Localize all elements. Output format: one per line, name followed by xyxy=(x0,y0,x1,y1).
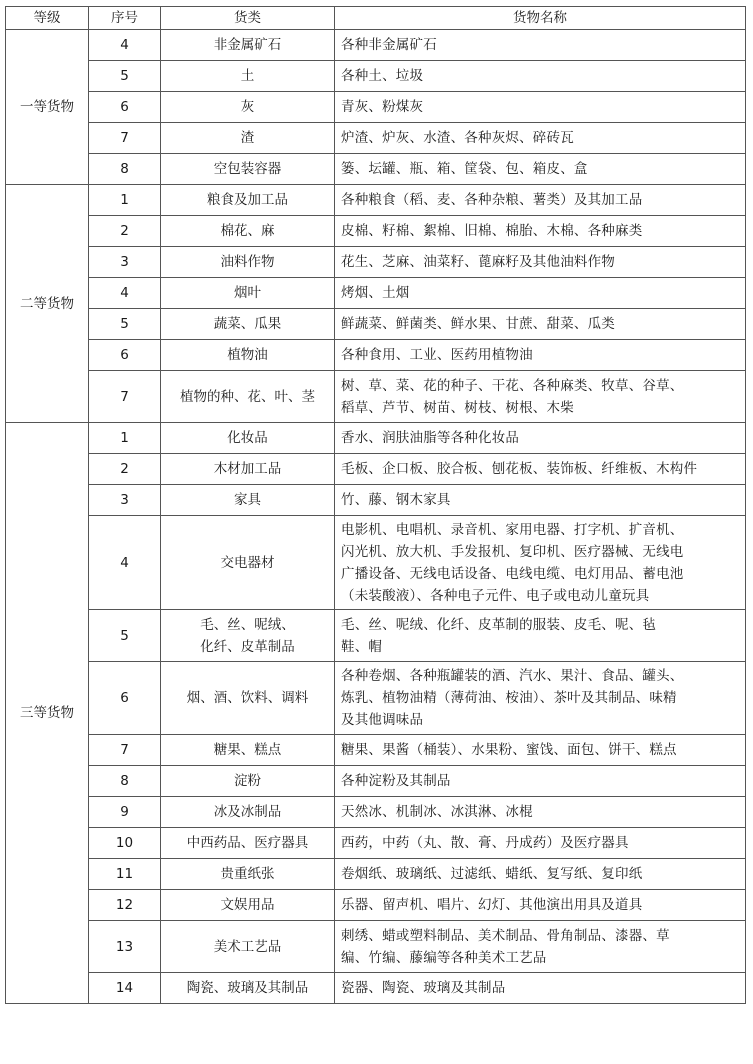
goods-name-line: 电影机、电唱机、录音机、家用电器、打字机、扩音机、 xyxy=(341,521,684,538)
category-line: 木材加工品 xyxy=(213,461,282,477)
goods-name-line: 鞋、帽 xyxy=(341,638,383,655)
goods-name-cell xyxy=(335,921,746,973)
category-cell xyxy=(161,859,335,890)
seq-cell: 11 xyxy=(89,859,161,890)
seq-cell: 6 xyxy=(89,92,161,123)
goods-name-cell xyxy=(335,735,746,766)
goods-name-line: 及其他调味品 xyxy=(341,712,424,728)
goods-name-line: 青灰、粉煤灰 xyxy=(341,99,424,115)
category-line: 空包装容器 xyxy=(213,161,282,177)
table-row xyxy=(6,797,746,828)
table-row xyxy=(6,309,746,340)
grade-cell: 二等货物 xyxy=(6,185,89,423)
table-row xyxy=(6,423,746,454)
goods-name-cell xyxy=(335,485,746,516)
category-cell xyxy=(161,516,335,610)
category-cell xyxy=(161,921,335,973)
header-seq: 序号 xyxy=(89,7,161,30)
category-line: 美术工艺品 xyxy=(213,938,282,955)
goods-name-line: 瓷器、陶瓷、玻璃及其制品 xyxy=(341,980,506,996)
seq-cell: 3 xyxy=(89,247,161,278)
goods-name-cell xyxy=(335,123,746,154)
category-line: 贵重纸张 xyxy=(220,866,275,882)
category-cell xyxy=(161,185,335,216)
category-cell xyxy=(161,735,335,766)
header-category: 货类 xyxy=(161,7,335,30)
category-cell xyxy=(161,610,335,662)
category-cell xyxy=(161,454,335,485)
table-row xyxy=(6,216,746,247)
grade-cell: 一等货物 xyxy=(6,30,89,185)
table-row xyxy=(6,61,746,92)
table-row xyxy=(6,485,746,516)
category-line: 文娱用品 xyxy=(220,897,275,913)
table-row xyxy=(6,766,746,797)
goods-name-line: 烤烟、土烟 xyxy=(341,285,410,301)
category-line: 家具 xyxy=(234,492,261,508)
table-row xyxy=(6,735,746,766)
seq-cell: 14 xyxy=(89,973,161,1004)
seq-cell: 7 xyxy=(89,735,161,766)
goods-name-cell xyxy=(335,454,746,485)
goods-name-cell xyxy=(335,340,746,371)
category-line: 烟叶 xyxy=(234,285,261,301)
category-cell xyxy=(161,828,335,859)
table-row xyxy=(6,278,746,309)
category-cell xyxy=(161,30,335,61)
goods-name-cell xyxy=(335,154,746,185)
table-row xyxy=(6,247,746,278)
table-row xyxy=(6,123,746,154)
goods-name-line: 鲜蔬菜、鲜菌类、鲜水果、甘蔗、甜菜、瓜类 xyxy=(341,316,615,332)
seq-cell: 4 xyxy=(89,30,161,61)
goods-name-line: 花生、芝麻、油菜籽、蓖麻籽及其他油料作物 xyxy=(341,254,615,270)
goods-name-line: 皮棉、籽棉、絮棉、旧棉、棉胎、木棉、各种麻类 xyxy=(341,223,643,239)
goods-name-line: 各种非金属矿石 xyxy=(341,37,437,53)
goods-name-cell xyxy=(335,828,746,859)
category-line: 渣 xyxy=(240,130,255,146)
goods-name-cell xyxy=(335,610,746,662)
seq-cell: 8 xyxy=(89,766,161,797)
goods-name-cell xyxy=(335,797,746,828)
goods-name-line: 糖果、果酱（桶装）、水果粉、蜜饯、面包、饼干、糕点 xyxy=(341,742,677,758)
category-line: 中西药品、医疗器具 xyxy=(186,835,309,851)
goods-name-line: 篓、坛罐、瓶、箱、筐袋、包、箱皮、盒 xyxy=(341,161,588,177)
seq-cell: 3 xyxy=(89,485,161,516)
category-cell xyxy=(161,766,335,797)
category-cell xyxy=(161,662,335,735)
goods-name-line: 各种食用、工业、医药用植物油 xyxy=(341,347,533,363)
goods-name-cell xyxy=(335,216,746,247)
category-cell xyxy=(161,61,335,92)
goods-name-cell xyxy=(335,185,746,216)
table-row xyxy=(6,516,746,610)
goods-name-line: 毛板、企口板、胶合板、刨花板、装饰板、纤维板、木构件 xyxy=(341,461,698,477)
category-line: 化妆品 xyxy=(227,430,268,446)
goods-name-cell xyxy=(335,278,746,309)
seq-cell: 5 xyxy=(89,610,161,662)
table-row xyxy=(6,30,746,61)
category-cell xyxy=(161,247,335,278)
header-goods-name: 货物名称 xyxy=(335,7,746,30)
goods-name-line: 各种土、垃圾 xyxy=(341,68,424,84)
grade-cell: 三等货物 xyxy=(6,423,89,1004)
goods-name-cell xyxy=(335,30,746,61)
table-row xyxy=(6,154,746,185)
goods-name-cell xyxy=(335,309,746,340)
category-cell xyxy=(161,797,335,828)
seq-cell: 2 xyxy=(89,216,161,247)
table-row xyxy=(6,92,746,123)
goods-name-line: 香水、润肤油脂等各种化妆品 xyxy=(341,430,520,446)
goods-name-cell xyxy=(335,247,746,278)
seq-cell: 13 xyxy=(89,921,161,973)
table-row xyxy=(6,859,746,890)
goods-name-line: 炉渣、炉灰、水渣、各种灰烬、碎砖瓦 xyxy=(341,130,574,146)
goods-name-line: 各种卷烟、各种瓶罐装的酒、汽水、果汁、食品、罐头、 xyxy=(341,668,684,684)
seq-cell: 9 xyxy=(89,797,161,828)
table-row xyxy=(6,340,746,371)
goods-name-cell xyxy=(335,92,746,123)
category-line: 化纤、皮革制品 xyxy=(200,638,295,655)
goods-name-cell xyxy=(335,890,746,921)
category-cell xyxy=(161,309,335,340)
category-cell xyxy=(161,973,335,1004)
category-cell xyxy=(161,216,335,247)
category-cell xyxy=(161,92,335,123)
goods-name-line: 天然冰、机制冰、冰淇淋、冰棍 xyxy=(341,804,533,820)
table-row xyxy=(6,662,746,735)
seq-cell: 7 xyxy=(89,371,161,423)
seq-cell: 1 xyxy=(89,185,161,216)
goods-name-cell xyxy=(335,371,746,423)
category-line: 植物的种、花、叶、茎 xyxy=(180,388,315,405)
goods-name-line: 竹、藤、钢木家具 xyxy=(341,492,451,508)
table-row xyxy=(6,371,746,423)
seq-cell: 2 xyxy=(89,454,161,485)
category-line: 陶瓷、玻璃及其制品 xyxy=(186,980,309,996)
category-line: 糖果、糕点 xyxy=(213,742,282,758)
goods-name-line: 各种粮食（稻、麦、各种杂粮、薯类）及其加工品 xyxy=(341,192,643,208)
goods-name-cell xyxy=(335,61,746,92)
category-line: 蔬菜、瓜果 xyxy=(213,316,282,332)
category-line: 非金属矿石 xyxy=(213,37,282,53)
goods-name-line: 卷烟纸、玻璃纸、过滤纸、蜡纸、复写纸、复印纸 xyxy=(341,866,643,882)
table-row xyxy=(6,185,746,216)
category-cell xyxy=(161,154,335,185)
seq-cell: 6 xyxy=(89,340,161,371)
table-row xyxy=(6,921,746,973)
seq-cell: 4 xyxy=(89,278,161,309)
table-row xyxy=(6,610,746,662)
category-cell xyxy=(161,340,335,371)
goods-name-line: 稻草、芦节、树苗、树枝、树根、木柴 xyxy=(341,399,574,416)
category-cell xyxy=(161,423,335,454)
goods-name-cell xyxy=(335,662,746,735)
goods-name-cell xyxy=(335,766,746,797)
goods-name-line: 刺绣、蜡或塑料制品、美术制品、骨角制品、漆器、草 xyxy=(341,927,670,944)
goods-name-cell xyxy=(335,423,746,454)
goods-classification-table xyxy=(5,6,746,1004)
goods-name-line: （未装酸液）、各种电子元件、电子或电动儿童玩具 xyxy=(341,587,650,604)
header-grade: 等级 xyxy=(6,7,89,30)
category-line: 烟、酒、饮料、调料 xyxy=(186,690,309,706)
category-line: 土 xyxy=(240,68,255,84)
header-row xyxy=(6,7,746,30)
category-cell xyxy=(161,123,335,154)
seq-cell: 1 xyxy=(89,423,161,454)
goods-name-line: 各种淀粉及其制品 xyxy=(341,773,451,789)
category-line: 棉花、麻 xyxy=(220,223,275,239)
seq-cell: 4 xyxy=(89,516,161,610)
category-cell xyxy=(161,371,335,423)
category-line: 冰及冰制品 xyxy=(213,804,282,820)
goods-name-line: 乐器、留声机、唱片、幻灯、其他演出用具及道具 xyxy=(341,897,643,913)
goods-name-cell xyxy=(335,973,746,1004)
category-line: 灰 xyxy=(240,99,255,115)
table-body xyxy=(6,30,746,1004)
category-cell xyxy=(161,485,335,516)
goods-name-line: 毛、丝、呢绒、化纤、皮革制的服装、皮毛、呢、毡 xyxy=(341,616,657,633)
goods-name-line: 炼乳、植物油精（薄荷油、桉油）、茶叶及其制品、味精 xyxy=(341,690,677,706)
category-line: 植物油 xyxy=(227,347,268,363)
category-cell xyxy=(161,890,335,921)
seq-cell: 6 xyxy=(89,662,161,735)
table-row xyxy=(6,973,746,1004)
seq-cell: 5 xyxy=(89,61,161,92)
goods-name-line: 编、竹编、藤编等各种美术工艺品 xyxy=(341,949,547,966)
seq-cell: 5 xyxy=(89,309,161,340)
seq-cell: 12 xyxy=(89,890,161,921)
seq-cell: 7 xyxy=(89,123,161,154)
seq-cell: 8 xyxy=(89,154,161,185)
category-line: 毛、丝、呢绒、 xyxy=(200,616,295,633)
goods-name-line: 闪光机、放大机、手发报机、复印机、医疗器械、无线电 xyxy=(341,543,684,560)
seq-cell: 10 xyxy=(89,828,161,859)
category-cell xyxy=(161,278,335,309)
goods-name-cell xyxy=(335,859,746,890)
goods-name-line: 树、草、菜、花的种子、干花、各种麻类、牧草、谷草、 xyxy=(341,377,684,394)
table-row xyxy=(6,828,746,859)
table-row xyxy=(6,454,746,485)
table-row xyxy=(6,890,746,921)
category-line: 粮食及加工品 xyxy=(207,192,288,208)
category-line: 油料作物 xyxy=(220,254,275,270)
goods-name-cell xyxy=(335,516,746,610)
category-line: 淀粉 xyxy=(234,773,261,789)
goods-name-line: 西药，中药（丸、散、膏、丹成药）及医疗器具 xyxy=(341,835,629,851)
goods-name-line: 广播设备、无线电话设备、电线电缆、电灯用品、蓄电池 xyxy=(341,565,684,582)
category-line: 交电器材 xyxy=(220,554,275,571)
